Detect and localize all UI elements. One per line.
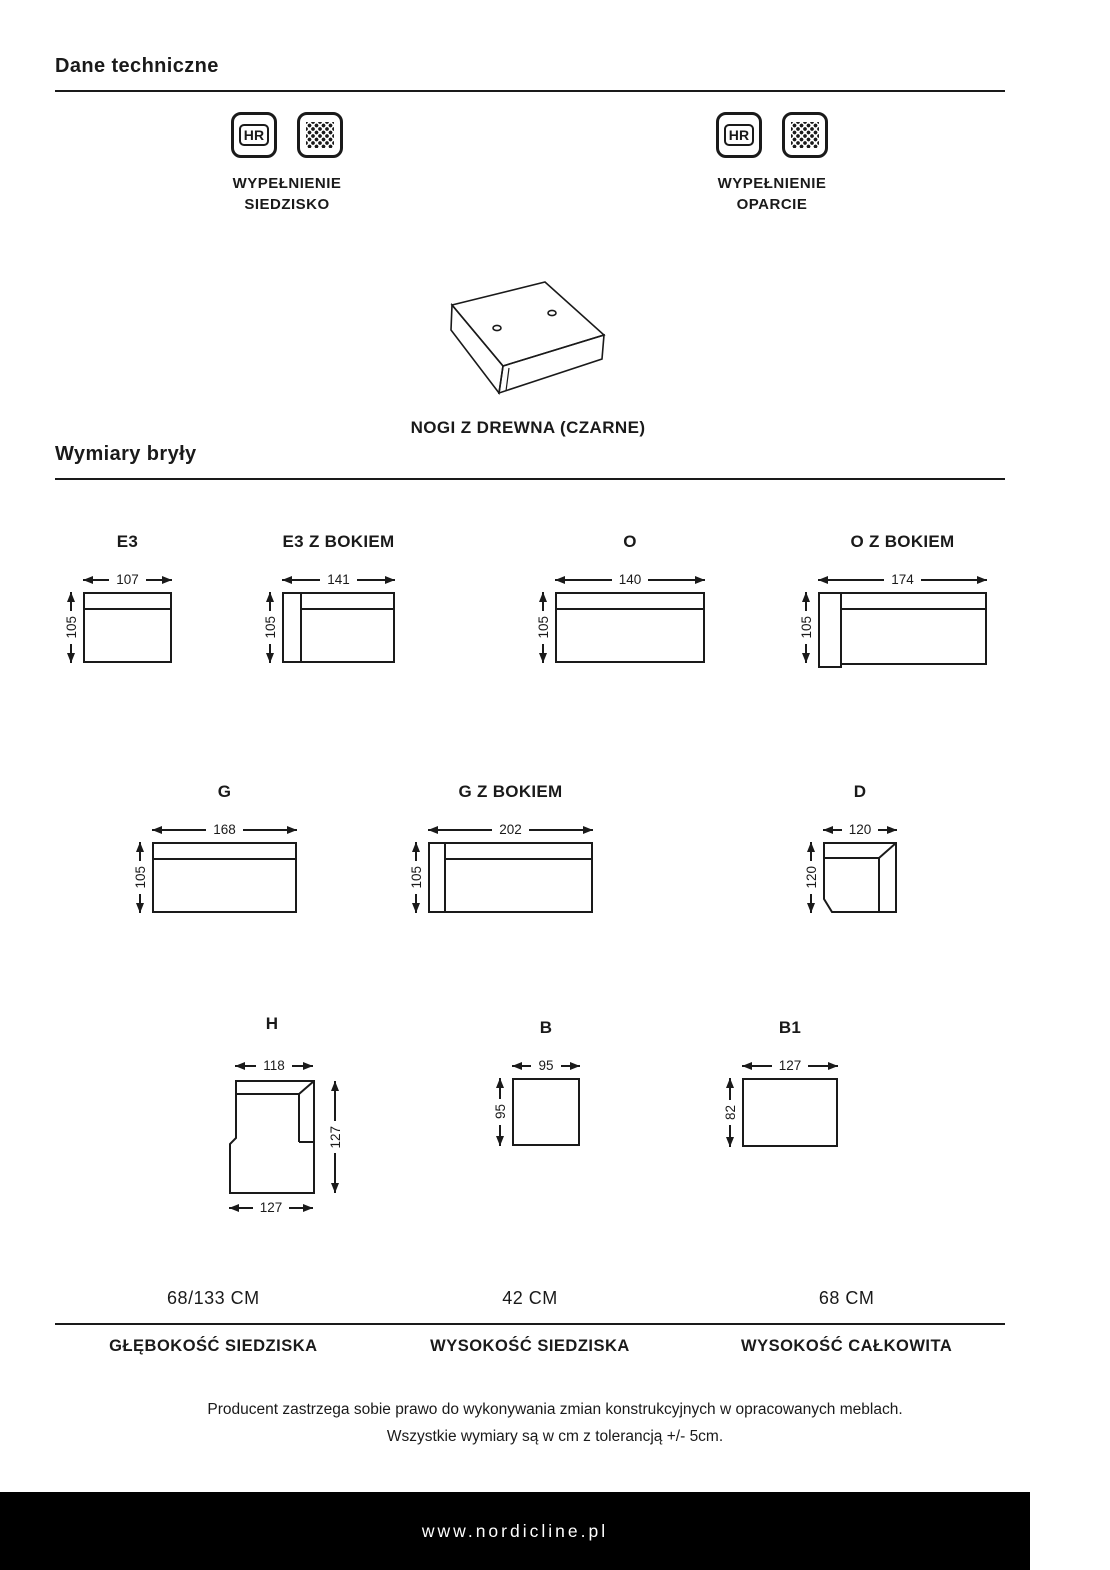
arrow-right-icon [878, 829, 897, 831]
summary-label: WYSOKOŚĆ SIEDZISKA [430, 1337, 630, 1355]
arrow-right-icon [357, 579, 395, 581]
arrow-right-icon [808, 1065, 838, 1067]
disclaimer-line2: Wszystkie wymiary są w cm z tolerancją +/- 5cm. [386, 1428, 724, 1445]
website-link[interactable]: www.nordicline.pl [421, 1520, 609, 1541]
hr-badge: HR [239, 124, 270, 146]
foam-dots-icon [297, 112, 343, 158]
module-b1 [718, 1019, 838, 1147]
arrow-up-icon [729, 1078, 731, 1100]
arrow-left-icon [235, 1065, 256, 1067]
module-e3-drawing [83, 592, 172, 663]
disclaimer [55, 1396, 1055, 1450]
arrow-right-icon [289, 1207, 313, 1209]
height-dimension [794, 592, 818, 663]
foam-dots-icon [782, 112, 828, 158]
module-b [488, 1019, 580, 1146]
arrow-left-icon [229, 1207, 253, 1209]
filling-seat-group [137, 112, 437, 215]
module-o [531, 533, 705, 663]
module-h [229, 1015, 347, 1215]
height-value: 105 [535, 616, 551, 639]
arrow-left-icon [152, 829, 206, 831]
height-dimension [59, 592, 83, 663]
width-value: 120 [848, 822, 872, 837]
arrow-up-icon [415, 842, 417, 861]
module-title: B1 [778, 1018, 802, 1037]
summary-label: GŁĘBOKOŚĆ SIEDZISKA [109, 1337, 318, 1355]
height-dimension [323, 1081, 347, 1193]
height-dimension [128, 842, 152, 913]
arrow-right-icon [648, 579, 705, 581]
module-title: G [217, 782, 232, 801]
width-bottom-value: 127 [259, 1200, 283, 1215]
module-e3 [59, 533, 172, 663]
arrow-left-icon [83, 579, 109, 581]
module-o-drawing [555, 592, 705, 663]
dimensions-divider [55, 478, 1005, 480]
width-top-dimension [235, 1059, 313, 1073]
width-value: 107 [116, 572, 139, 587]
module-title: G Z BOKIEM [458, 782, 563, 801]
arrow-up-icon [269, 592, 271, 611]
arrow-down-icon [499, 1125, 501, 1146]
arrow-right-icon [243, 829, 297, 831]
summary-value: 68 CM [818, 1288, 875, 1308]
legs-caption: NOGI Z DREWNA (CZARNE) [410, 418, 646, 437]
filling-seat-label [137, 173, 437, 215]
arrow-left-icon [823, 829, 842, 831]
dimensions-section-title: Wymiary bryły [55, 443, 197, 465]
module-g-z-bokiem [404, 783, 593, 913]
arrow-down-icon [415, 894, 417, 913]
width-dimension [152, 823, 297, 837]
width-value: 202 [499, 822, 522, 837]
label-line1: WYPEŁNIENIE [717, 175, 827, 192]
summary-value: 42 CM [502, 1288, 558, 1308]
width-dimension [823, 823, 897, 837]
arrow-right-icon [561, 1065, 580, 1067]
module-title: B [539, 1018, 553, 1037]
arrow-right-icon [146, 579, 172, 581]
module-e3-z-bokiem [258, 533, 395, 663]
width-dimension [282, 573, 395, 587]
height-value: 105 [408, 866, 424, 889]
arrow-down-icon [805, 644, 807, 663]
arrow-left-icon [512, 1065, 531, 1067]
module-b1-drawing [742, 1078, 838, 1147]
width-dimension [512, 1059, 580, 1073]
arrow-left-icon [282, 579, 320, 581]
height-value: 105 [798, 616, 814, 639]
module-b-drawing [512, 1078, 580, 1146]
arrow-down-icon [542, 644, 544, 663]
module-h-drawing [229, 1080, 315, 1194]
module-title: E3 [116, 532, 139, 551]
arrow-up-icon [70, 592, 72, 611]
height-dimension [799, 842, 823, 913]
filling-backrest-label [622, 173, 922, 215]
width-dimension [555, 573, 705, 587]
hr-badge: HR [724, 124, 755, 146]
summary-table [55, 1288, 1005, 1356]
width-dimension [428, 823, 593, 837]
height-value: 95 [492, 1104, 508, 1120]
hr-foam-icon [231, 112, 277, 158]
dots-pattern [791, 122, 819, 148]
arrow-down-icon [269, 644, 271, 663]
width-value: 174 [891, 572, 914, 587]
filling-backrest-group [622, 112, 922, 215]
module-title: H [265, 1014, 279, 1033]
height-dimension [718, 1078, 742, 1147]
arrow-up-icon [499, 1078, 501, 1099]
module-title: O [623, 532, 637, 551]
arrow-up-icon [805, 592, 807, 611]
arrow-left-icon [818, 579, 884, 581]
arrow-down-icon [139, 894, 141, 913]
header-divider [55, 90, 1005, 92]
disclaimer-line1: Producent zastrzega sobie prawo do wykonywania zmian konstrukcyjnych w opracowanych meblach. [207, 1401, 903, 1418]
module-title: E3 Z BOKIEM [282, 532, 395, 551]
height-value: 105 [63, 616, 79, 639]
module-d-drawing [823, 842, 897, 913]
width-top-value: 118 [263, 1058, 285, 1073]
width-value: 141 [327, 572, 350, 587]
arrow-right-icon [921, 579, 987, 581]
height-dimension [404, 842, 428, 913]
module-g-z-bokiem-drawing [428, 842, 593, 913]
arrow-down-icon [810, 894, 812, 913]
arrow-down-icon [334, 1153, 336, 1193]
wooden-leg-drawing [445, 280, 610, 398]
summary-label: WYSOKOŚĆ CAŁKOWITA [741, 1337, 953, 1355]
height-value: 105 [132, 866, 148, 889]
arrow-up-icon [542, 592, 544, 611]
width-value: 127 [778, 1058, 802, 1073]
arrow-up-icon [139, 842, 141, 861]
module-title: D [853, 782, 867, 801]
arrow-left-icon [555, 579, 612, 581]
arrow-right-icon [292, 1065, 313, 1067]
height-value: 82 [722, 1104, 738, 1121]
module-g [128, 783, 297, 913]
height-value: 127 [327, 1125, 343, 1149]
label-line2: SIEDZISKO [244, 196, 330, 213]
summary-divider [55, 1323, 1005, 1325]
height-dimension [531, 592, 555, 663]
height-value: 120 [803, 866, 819, 889]
module-e3-z-bokiem-drawing [282, 592, 395, 663]
module-title: O Z BOKIEM [850, 532, 955, 551]
arrow-up-icon [810, 842, 812, 861]
width-dimension [83, 573, 172, 587]
label-line2: OPARCIE [736, 196, 808, 213]
height-dimension [488, 1078, 512, 1146]
arrow-right-icon [529, 829, 593, 831]
arrow-up-icon [334, 1081, 336, 1121]
width-value: 140 [618, 572, 642, 587]
arrow-down-icon [70, 644, 72, 663]
footer-bar [0, 1492, 1030, 1570]
width-dimension [818, 573, 987, 587]
label-line1: WYPEŁNIENIE [232, 175, 342, 192]
arrow-down-icon [729, 1125, 731, 1147]
module-o-z-bokiem-drawing [818, 592, 987, 668]
width-dimension [742, 1059, 838, 1073]
width-bottom-dimension [229, 1201, 313, 1215]
dots-pattern [306, 122, 334, 148]
module-d [799, 783, 897, 913]
arrow-left-icon [742, 1065, 772, 1067]
hr-foam-icon [716, 112, 762, 158]
module-g-drawing [152, 842, 297, 913]
width-value: 168 [213, 822, 236, 837]
module-o-z-bokiem [794, 533, 987, 668]
width-value: 95 [538, 1058, 554, 1073]
height-dimension [258, 592, 282, 663]
summary-value: 68/133 CM [167, 1288, 260, 1308]
page-title: Dane techniczne [55, 55, 219, 77]
arrow-left-icon [428, 829, 492, 831]
height-value: 105 [262, 616, 278, 639]
